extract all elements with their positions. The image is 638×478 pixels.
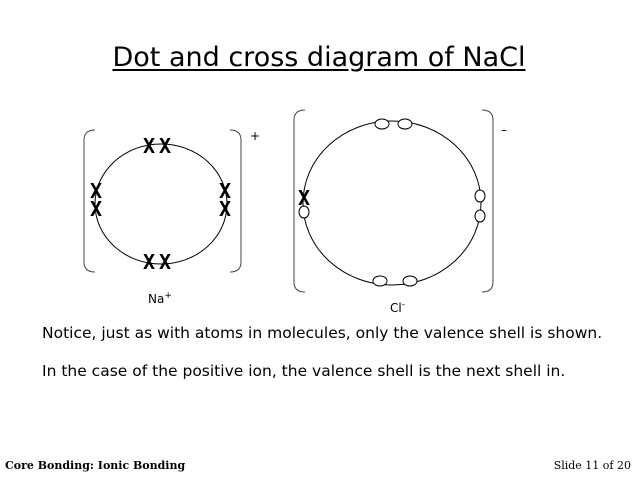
chloride-valence-shell (303, 121, 481, 285)
sodium-electron-cross: X (158, 134, 172, 158)
slide-title: Dot and cross diagram of NaCl (112, 42, 526, 73)
footer-slide-number: Slide 11 of 20 (553, 459, 631, 472)
sodium-electron-cross: X (142, 250, 156, 274)
notice-text: In the case of the positive ion, the valence shell is the next shell in. (42, 362, 566, 380)
sodium-valence-shell (95, 144, 227, 264)
sodium-charge: + (250, 129, 261, 143)
notice-text: Notice, just as with atoms in molecules, only the valence shell is shown. (42, 324, 603, 342)
chloride-right-bracket (482, 110, 493, 292)
chloride-electron-dot (375, 119, 389, 129)
sodium-electron-cross: X (89, 179, 103, 203)
chloride-electron-dot (475, 210, 485, 222)
sodium-right-bracket (230, 130, 241, 272)
sodium-ion (84, 129, 260, 306)
chloride-ion (294, 110, 507, 315)
sodium-electron-cross: X (158, 250, 172, 274)
chloride-electron-dot (475, 190, 485, 202)
chloride-electron-dot (398, 119, 412, 129)
chloride-electron-dot (403, 276, 417, 286)
chloride-charge: – (501, 123, 507, 137)
sodium-electron-cross: X (89, 197, 103, 221)
sodium-ion-label: Na+ (148, 291, 172, 306)
chloride-ion-label: Cl- (390, 300, 405, 315)
sodium-electron-cross: X (218, 179, 232, 203)
chloride-electron-dot (373, 276, 387, 286)
transferred-electron-cross: X (297, 186, 311, 210)
footer-course-title: Core Bonding: Ionic Bonding (5, 459, 186, 472)
sodium-electron-cross: X (142, 134, 156, 158)
sodium-electron-cross: X (218, 197, 232, 221)
